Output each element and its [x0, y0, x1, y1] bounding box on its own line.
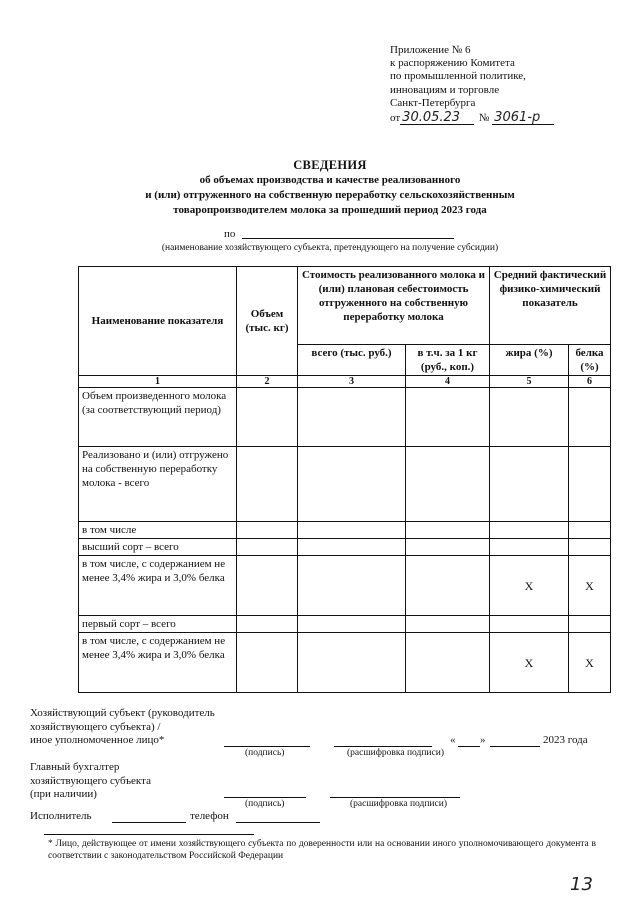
head-name-field[interactable] [334, 746, 432, 747]
signature-caption: (подпись) [245, 799, 285, 809]
protein-cell[interactable] [569, 388, 611, 447]
footnote-divider [44, 834, 254, 835]
column-number: 6 [569, 376, 611, 388]
table-row [79, 522, 611, 539]
title-line: товаропроизводителем молока за прошедший период 2023 года [173, 204, 487, 216]
protein-cell: X [569, 556, 611, 616]
phone-field[interactable] [236, 822, 320, 823]
po-label: по [224, 228, 236, 240]
appendix-line: Санкт-Петербурга [390, 96, 476, 109]
appendix-line: инновациям и торговле [390, 83, 500, 96]
title-line: и (или) отгруженного на собственную переработку сельскохозяйственным [145, 189, 515, 201]
fat-cell: X [490, 633, 569, 693]
handwritten-number: 3061-р [494, 110, 541, 126]
cost-per-kg-cell[interactable] [406, 556, 490, 616]
cost-per-kg-cell[interactable] [406, 539, 490, 556]
accountant-line: (при наличии) [30, 788, 97, 800]
volume-cell[interactable] [237, 616, 298, 633]
month-field[interactable] [490, 746, 540, 747]
appendix-block [390, 44, 610, 125]
signatory-line: иное уполномоченное лицо* [30, 734, 165, 746]
fat-cell: X [490, 556, 569, 616]
cost-total-cell[interactable] [298, 633, 406, 693]
cost-total-cell[interactable] [298, 539, 406, 556]
column-number-row [79, 376, 611, 388]
fat-cell[interactable] [490, 447, 569, 522]
accountant-label [30, 761, 151, 802]
volume-cell[interactable] [237, 633, 298, 693]
day-field[interactable] [458, 746, 480, 747]
signatory-line: хозяйствующего субъекта) / [30, 720, 161, 733]
number-sign: № [478, 112, 490, 125]
cost-per-kg-cell[interactable] [406, 447, 490, 522]
from-label: от [390, 112, 401, 125]
phone-label: телефон [190, 810, 229, 822]
accountant-line: хозяйствующего субъекта [30, 774, 151, 787]
row-label: первый сорт – всего [79, 616, 237, 633]
row-label: высший сорт – всего [79, 539, 237, 556]
cost-total-cell[interactable] [298, 556, 406, 616]
fat-cell[interactable] [490, 539, 569, 556]
fat-cell[interactable] [490, 522, 569, 539]
header-row [79, 267, 611, 345]
name-caption: (расшифровка подписи) [347, 748, 444, 758]
protein-cell[interactable] [569, 539, 611, 556]
row-label: Реализовано и (или) отгружено на собственную переработку молока - всего [79, 447, 237, 522]
cost-per-kg-cell[interactable] [406, 616, 490, 633]
protein-cell[interactable] [569, 447, 611, 522]
quote-close: » [480, 734, 486, 746]
header-avg: Средний фактический физико-химический показатель [490, 267, 611, 345]
cost-total-cell[interactable] [298, 616, 406, 633]
cost-total-cell[interactable] [298, 522, 406, 539]
quote-open: « [450, 734, 456, 746]
volume-cell[interactable] [237, 522, 298, 539]
po-caption: (наименование хозяйствующего субъекта, претендующего на получение субсидии) [161, 243, 499, 253]
table-row [79, 616, 611, 633]
table-row [79, 388, 611, 447]
table-row [79, 539, 611, 556]
accountant-line: Главный бухгалтер [30, 761, 120, 773]
table-row [79, 556, 611, 616]
row-label: Объем произведенного молока (за соответствующий период) [79, 388, 237, 447]
appendix-line: Приложение № 6 [390, 44, 471, 56]
header-protein: белка (%) [569, 345, 611, 376]
column-number: 4 [406, 376, 490, 388]
header-name: Наименование показателя [79, 267, 237, 376]
signature-caption: (подпись) [245, 748, 285, 758]
head-signature-field[interactable] [224, 746, 310, 747]
header-cost-per-kg: в т.ч. за 1 кг (руб., коп.) [406, 345, 490, 376]
cost-per-kg-cell[interactable] [406, 633, 490, 693]
column-number: 5 [490, 376, 569, 388]
volume-cell[interactable] [237, 539, 298, 556]
volume-cell[interactable] [237, 447, 298, 522]
row-label: в том числе, с содержанием не менее 3,4% жира и 3,0% белка [79, 633, 237, 693]
column-number: 1 [79, 376, 237, 388]
table-row [79, 633, 611, 693]
signatory-line: Хозяйствующий субъект (руководитель [30, 707, 215, 719]
fat-cell[interactable] [490, 616, 569, 633]
document-title [60, 158, 600, 218]
protein-cell: X [569, 633, 611, 693]
header-cost-total: всего (тыс. руб.) [298, 345, 406, 376]
header-fat: жира (%) [490, 345, 569, 376]
table-row [79, 447, 611, 522]
footnote: * Лицо, действующее от имени хозяйствующего субъекта по доверенности или на основании иного уполномочивающего документа в соответствии с законодательством Российской Федерации [48, 839, 596, 861]
volume-cell[interactable] [237, 388, 298, 447]
row-label: в том числе, с содержанием не менее 3,4% жира и 3,0% белка [79, 556, 237, 616]
page-number: 13 [570, 874, 593, 895]
handwritten-date: 30.05.23 [402, 110, 461, 126]
cost-per-kg-cell[interactable] [406, 522, 490, 539]
row-label: в том числе [79, 522, 237, 539]
name-caption: (расшифровка подписи) [350, 799, 447, 809]
data-table [78, 266, 611, 693]
cost-total-cell[interactable] [298, 388, 406, 447]
title-line: об объемах производства и качестве реализованного [199, 174, 461, 186]
cost-per-kg-cell[interactable] [406, 388, 490, 447]
column-number: 3 [298, 376, 406, 388]
volume-cell[interactable] [237, 556, 298, 616]
executor-field[interactable] [112, 822, 186, 823]
accountant-name-field[interactable] [330, 797, 460, 798]
date-field [400, 112, 474, 125]
year-label: 2023 года [543, 734, 588, 746]
number-field [492, 112, 554, 125]
appendix-date-number [390, 112, 610, 125]
cost-total-cell[interactable] [298, 447, 406, 522]
column-number: 2 [237, 376, 298, 388]
fat-cell[interactable] [490, 388, 569, 447]
protein-cell[interactable] [569, 616, 611, 633]
executor-label: Исполнитель [30, 810, 92, 822]
appendix-line: по промышленной политике, [390, 70, 526, 83]
accountant-signature-field[interactable] [224, 797, 306, 798]
header-volume: Объем (тыс. кг) [237, 267, 298, 376]
title-main: СВЕДЕНИЯ [293, 158, 367, 172]
entity-name-field[interactable] [242, 238, 454, 239]
appendix-line: к распоряжению Комитета [390, 57, 515, 70]
protein-cell[interactable] [569, 522, 611, 539]
head-signatory-label [30, 707, 215, 748]
header-cost: Стоимость реализованного молока и (или) плановая себестоимость отгруженного на собственную переработку молока [298, 267, 490, 345]
